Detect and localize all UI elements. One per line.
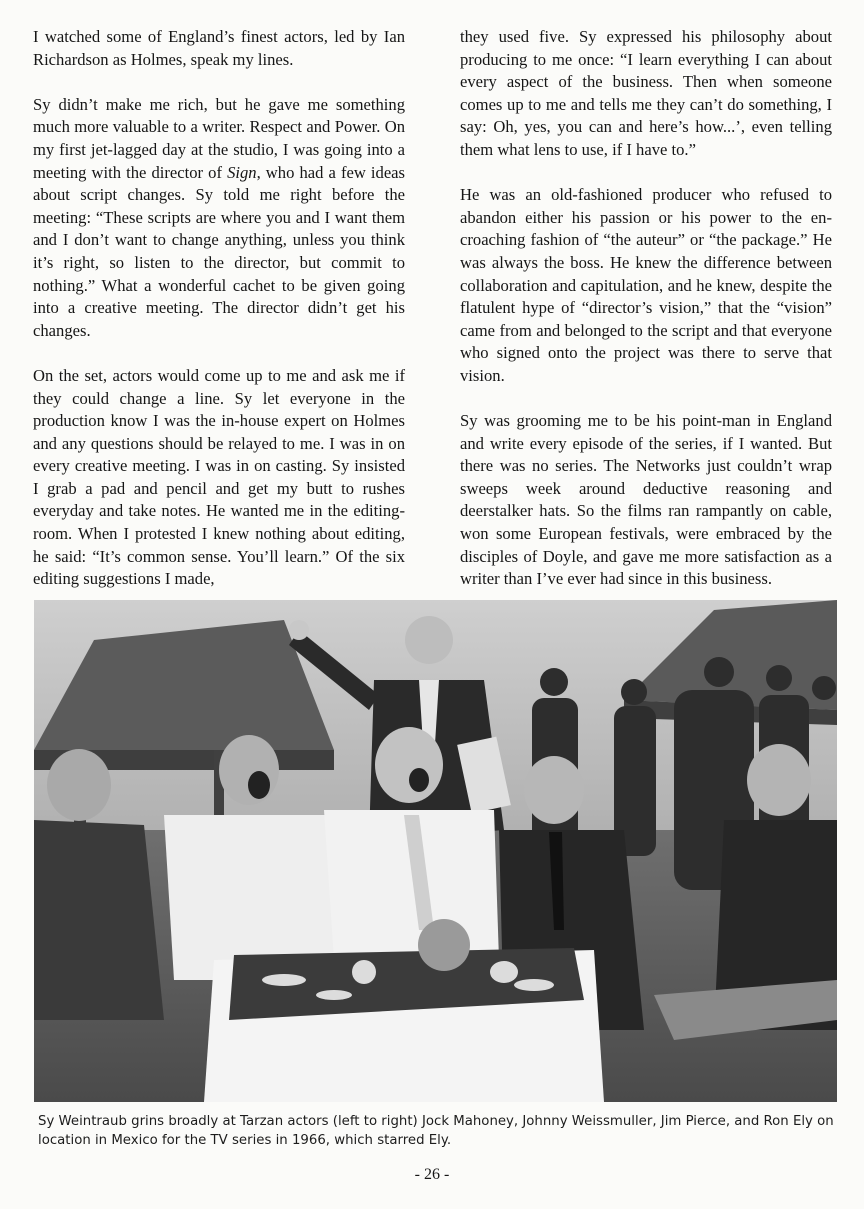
- group-photo-illustration: [34, 600, 837, 1102]
- left-text-column: [33, 26, 405, 613]
- paragraph: He was an old-fashioned producer who refused to abandon either his passion or his power to the encroaching fashion of “the auteur” or “the package.” He was always the boss. He knew the difference between collaboration and capitulation, and he knew, despite the flatulent hype of “director’s vision,” that the “vision” came from and belonged to the script and that everyone who signed onto the project was there to serve that vision.: [460, 185, 832, 385]
- page-number: - 26 -: [414, 1166, 450, 1183]
- paragraph-text: Sy didn’t make me rich, but he gave me something much more valuable to a writer. Respect and Power. On my first jet-lagged day at the studio, I was going into a meeting with the director of: [33, 94, 405, 182]
- paragraph: Sy was grooming me to be his point-man in England and write every episode of the series, if I wanted. But there was no series. The Networks just couldn’t wrap sweeps week around deductive reasoning and deerstalker hats. So the films ran rampantly on cable, won some European festivals, were embraced by the disciples of Doyle, and gave me more satisfaction as a writer than I’ve ever had since in this business.: [460, 411, 832, 589]
- paragraph: On the set, actors would come up to me and ask me if they could change a line. Sy let everyone in the production know I was the in-house expert on Holmes and any questions should be relayed to me. I was in on every creative meeting. I was in on casting. Sy insisted I grab a pad and pencil and get my butt to rushes everyday and take notes. He wanted me in the editing-room. When I protested I knew nothing about editing, he said: “It’s common sense. You’ll learn.” Of the six editing suggestions I made,: [33, 365, 405, 589]
- paragraph: I watched some of England’s finest actors, led by Ian Richardson as Holmes, speak my lines.: [33, 27, 405, 69]
- paragraph-text: , who had a few ideas about script changes. Sy told me right before the meeting: “These scripts are where you and I want them and I don’t want to change anything, unless you think it’s right, so listen to the director, but commit to nothing.” What a wonderful cachet to be given going into a creative meeting. The director didn’t get his changes.: [33, 162, 406, 340]
- photograph: [34, 600, 837, 1102]
- paragraph: they used five. Sy expressed his philosophy about producing to me once: “I learn everything I can about every aspect of the business. Then when someone comes up to me and tells me they can’t do something, I say: Oh, yes, you can and here’s how...’, even telling them what lens to use, if I have to.”: [460, 27, 832, 159]
- right-text-column: [460, 26, 832, 613]
- film-title: Sign: [227, 162, 257, 182]
- photo-caption: Sy Weintraub grins broadly at Tarzan actors (left to right) Jock Mahoney, Johnny Weissmuller, Jim Pierce, and Ron Ely on location in Mexico for the TV series in 1966, which starred Ely.: [38, 1114, 834, 1148]
- paragraph: [33, 94, 405, 343]
